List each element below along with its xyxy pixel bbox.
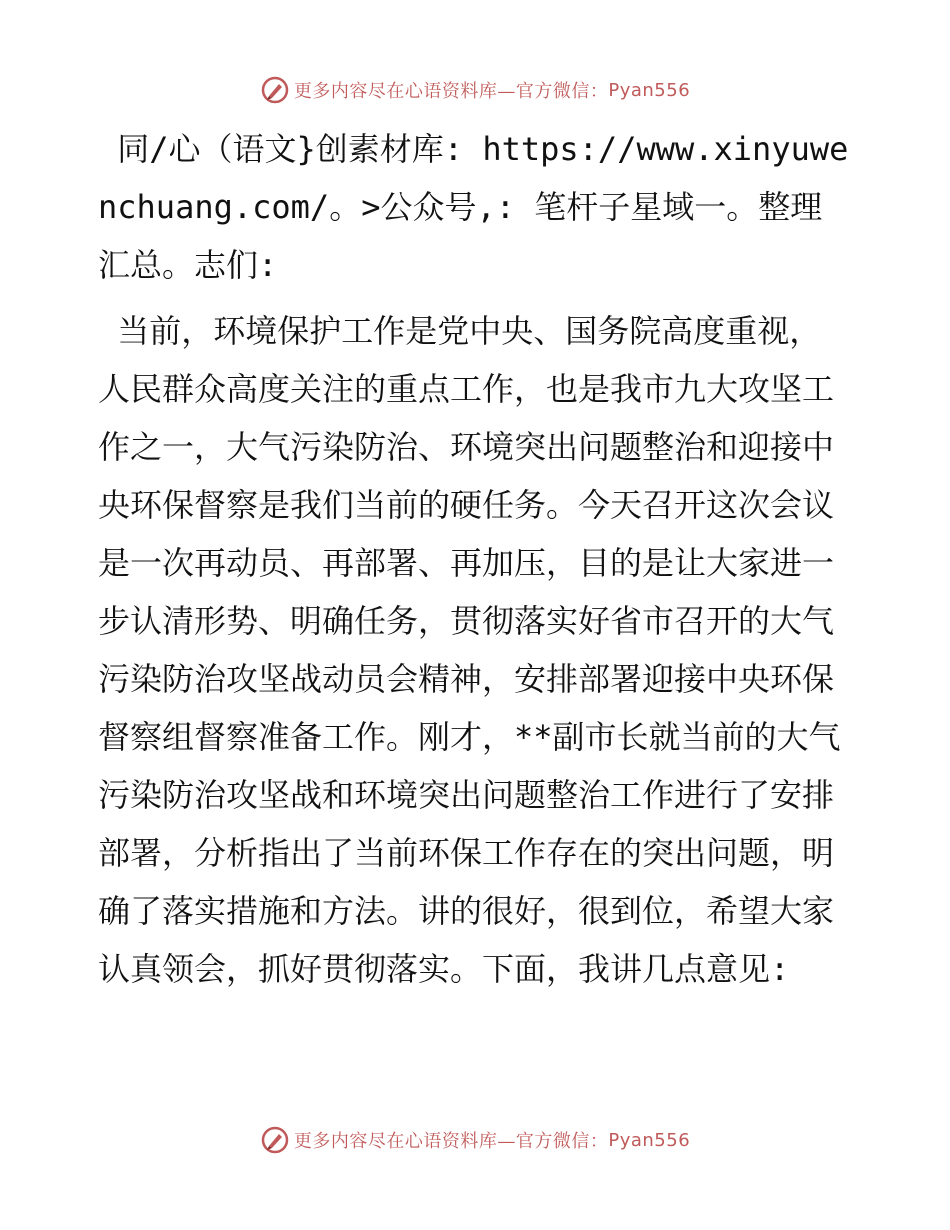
opening-paragraph: 同/心（语文}创素材库: https://www.xinyuwenchuang.com/。>公众号,: 笔杆子星域一。整理汇总。志们: [98,130,849,284]
footer-watermark [0,1120,950,1160]
pen-nib-logo-icon [260,1125,290,1155]
document-body [98,120,850,998]
watermark-text: 更多内容尽在心语资料库—官方微信： [293,1131,609,1152]
watermark-text: 更多内容尽在心语资料库—官方微信： [293,81,609,102]
pen-nib-logo-icon [260,75,290,105]
body-paragraph: 当前，环境保护工作是党中央、国务院高度重视，人民群众高度关注的重点工作，也是我市九大攻坚工作之一，大气污染防治、环境突出问题整治和迎接中央环保督察是我们当前的硬任务。今天召开这次会议是一次再动员、再部署、再加压，目的是让大家进一步认清形势、明确任务，贯彻落实好省市召开的大气污染防治攻坚战动员会精神，安排部署迎接中央环保督察组督察准备工作。刚才，**副市长就当前的大气污染防治攻坚战和环境突出问题整治工作进行了安排部署，分析指出了当前环保工作存在的突出问题，明确了落实措施和方法。讲的很好，很到位，希望大家认真领会，抓好贯彻落实。下面，我讲几点意见: [98,312,841,988]
watermark-wechat-id: Pyan556 [608,1129,691,1151]
header-watermark [0,70,950,110]
watermark-wechat-id: Pyan556 [608,79,691,101]
